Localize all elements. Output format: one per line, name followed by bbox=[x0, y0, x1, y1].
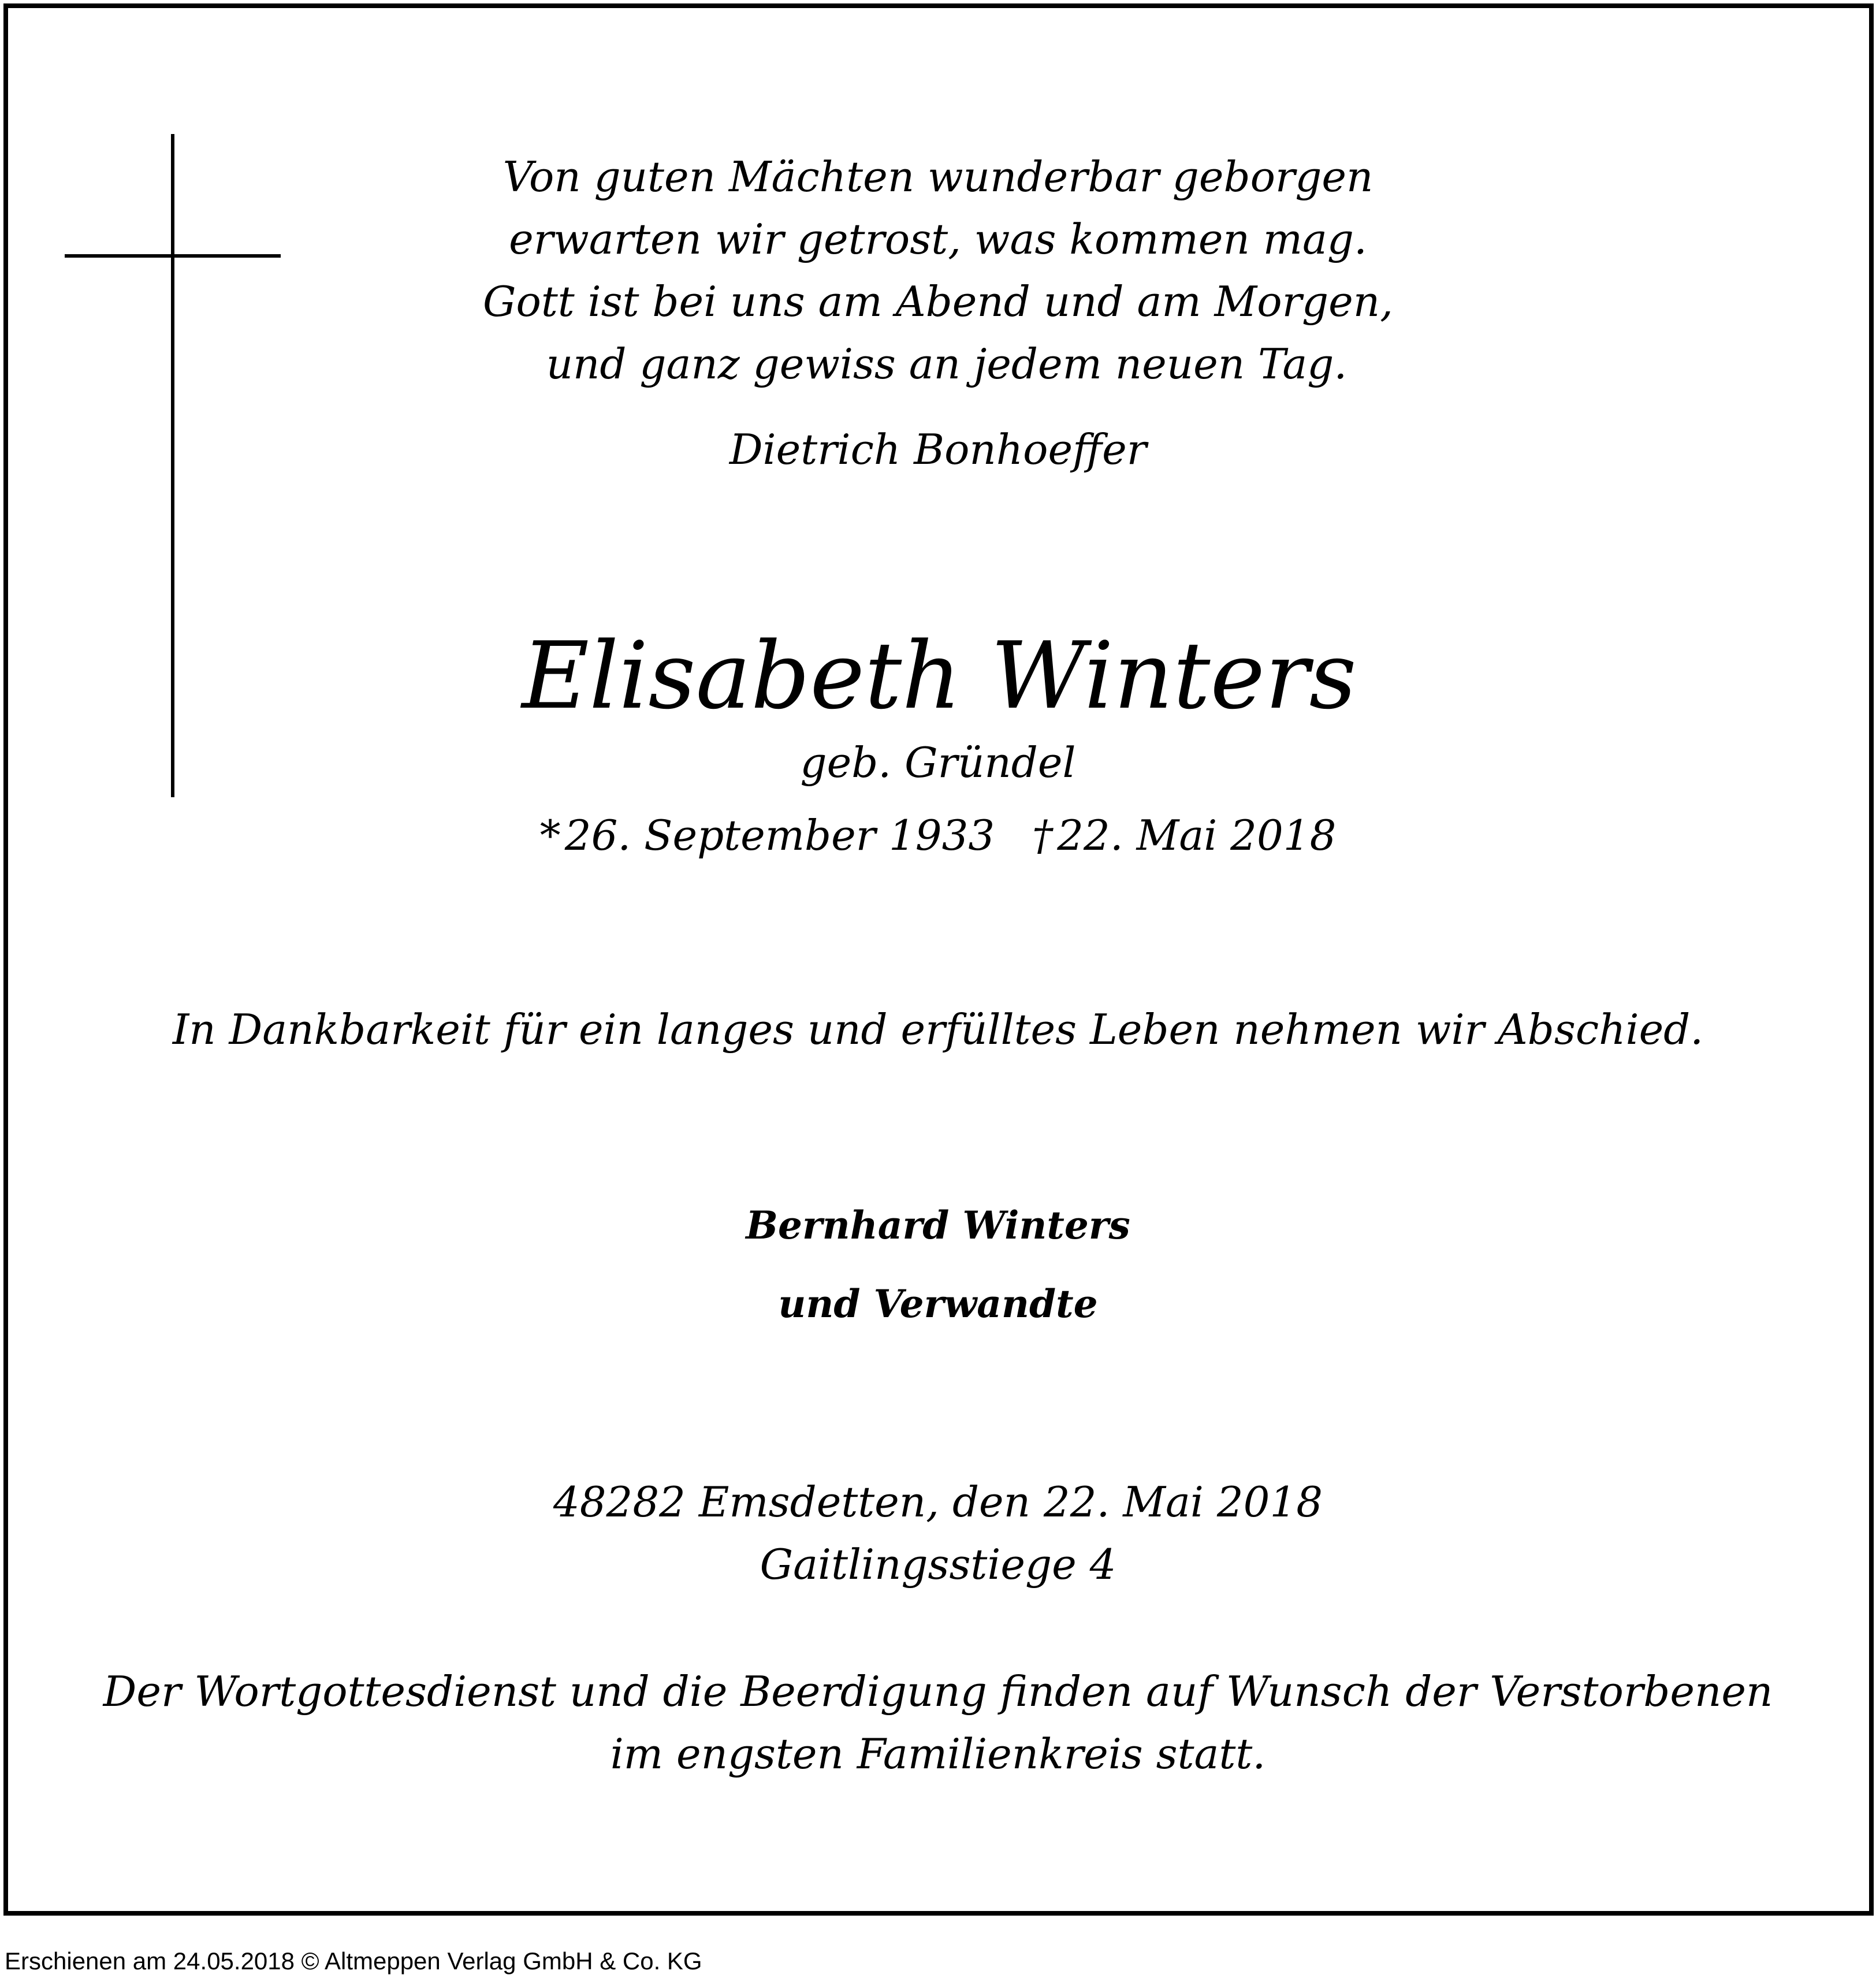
farewell-text: In Dankbarkeit für ein langes und erfülltes Leben nehmen wir Abschied. bbox=[172, 1005, 1704, 1054]
address-street: Gaitlingsstiege 4 bbox=[760, 1540, 1116, 1589]
deceased-name: Elisabeth Winters bbox=[522, 622, 1357, 730]
poem-line: Gott ist bei uns am Abend und am Morgen, bbox=[483, 277, 1393, 326]
mourner-name: und Verwandte bbox=[778, 1281, 1098, 1326]
birth-date: 26. September 1933 bbox=[564, 811, 995, 860]
service-notice-line: Der Wortgottesdienst und die Beerdigung finden auf Wunsch der Verstorbenen bbox=[103, 1667, 1773, 1716]
poem-line: und ganz gewiss an jedem neuen Tag. bbox=[546, 340, 1348, 388]
life-dates bbox=[0, 811, 1876, 860]
service-notice-line: im engsten Familienkreis statt. bbox=[610, 1730, 1266, 1778]
death-date: 22. Mai 2018 bbox=[1057, 811, 1337, 860]
birth-symbol: * bbox=[539, 811, 561, 860]
birth-name: geb. Gründel bbox=[800, 738, 1076, 787]
poem-line: Von guten Mächten wunderbar geborgen bbox=[502, 153, 1374, 201]
poem-author: Dietrich Bonhoeffer bbox=[729, 425, 1147, 474]
poem-line: erwarten wir getrost, was kommen mag. bbox=[509, 215, 1367, 263]
publication-footer: Erschienen am 24.05.2018 © Altmeppen Verlag GmbH & Co. KG bbox=[5, 1947, 702, 1975]
mourner-name: Bernhard Winters bbox=[746, 1203, 1130, 1248]
address-city-date: 48282 Emsdetten, den 22. Mai 2018 bbox=[553, 1478, 1323, 1526]
death-symbol: † bbox=[1032, 811, 1054, 860]
